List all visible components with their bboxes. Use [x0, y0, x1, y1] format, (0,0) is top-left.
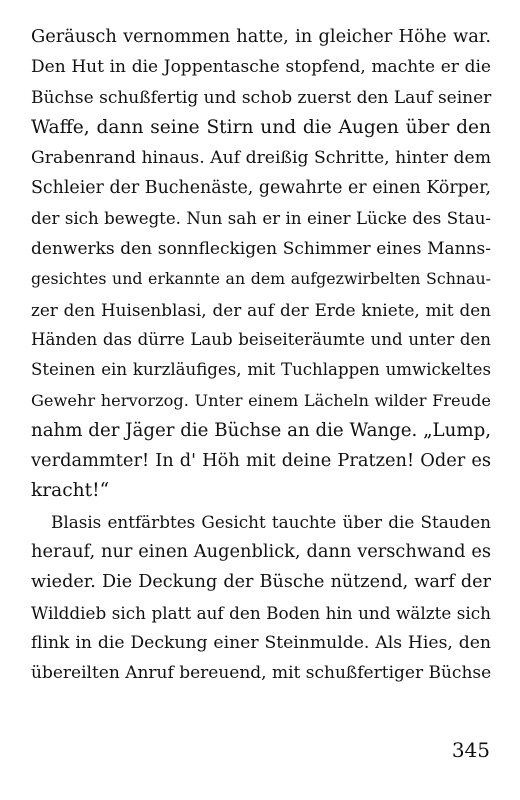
text-line: kracht!“: [31, 480, 110, 502]
text-line: Wilddieb sich platt auf den Boden hin und wälzte sich: [31, 602, 491, 623]
text-line: Den Hut in die Joppentasche stopfend, machte er die: [31, 57, 491, 78]
paragraph-1: [31, 22, 491, 507]
text-line: nahm der Jäger die Büchse an die Wange. „Lump,: [31, 419, 491, 441]
text-line: flink in die Deckung einer Steinmulde. Als Hies, den: [31, 632, 491, 653]
text-line: verdammter! In d' Höh mit deine Pratzen! Oder es: [31, 450, 491, 472]
text-line: Gewehr hervorzog. Unter einem Lächeln wilder Freude: [31, 390, 491, 410]
text-line: Händen das dürre Laub beiseiteräumte und unter den: [31, 329, 491, 349]
text-line: denwerks den sonnfleckigen Schimmer eines Manns-: [31, 239, 491, 260]
text-line: Geräusch vernommen hatte, in gleicher Höhe war.: [31, 26, 491, 47]
text-line: wieder. Die Deckung der Büsche nützend, warf der: [31, 572, 491, 593]
text-line: Grabenrand hinaus. Auf dreißig Schritte, hinter dem: [31, 148, 491, 169]
text-line: herauf, nur einen Augenblick, dann verschwand es: [31, 541, 491, 563]
text-line: Blasis entfärbtes Gesicht tauchte über die Stauden: [51, 511, 491, 532]
text-line: zer den Huisenblasi, der auf der Erde kniete, mit den: [31, 299, 491, 320]
text-line: der sich bewegte. Nun sah er in einer Lücke des Stau-: [31, 208, 491, 228]
text-line: Waffe, dann seine Stirn und die Augen über den: [31, 116, 491, 138]
paragraph-2: [31, 507, 491, 689]
text-line: Büchse schußfertig und schob zuerst den Lauf seiner: [31, 87, 492, 108]
page-number: 345: [451, 738, 490, 762]
text-line: übereilten Anruf bereuend, mit schußfertiger Büchse: [31, 663, 492, 684]
text-line: gesichtes und erkannte an dem aufgezwirbelten Schnau-: [31, 269, 491, 289]
body-text: [31, 22, 491, 689]
text-line: Steinen ein kurzläufiges, mit Tuchlappen umwickeltes: [31, 360, 491, 380]
text-line: Schleier der Buchenäste, gewahrte er einen Körper,: [31, 178, 491, 199]
